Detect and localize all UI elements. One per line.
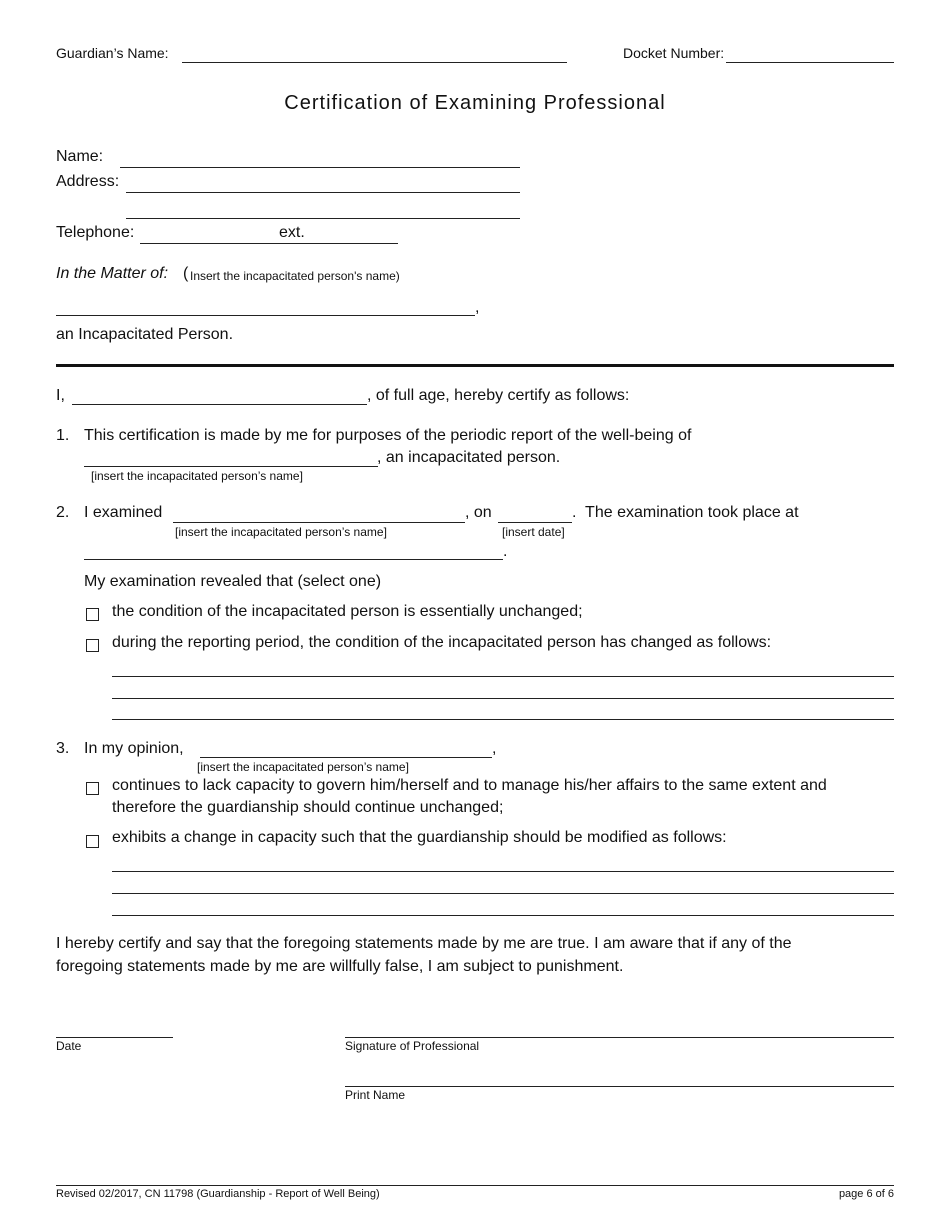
item2-option-a-label: the condition of the incapacitated person is essentially unchanged; [112,603,583,620]
matter-instruction: Insert the incapacitated person's name) [190,269,400,283]
item3-comma: , [492,740,497,757]
footer-revision: Revised 02/2017, CN 11798 (Guardianship - Report of Well Being) [56,1188,380,1200]
matter-comma: , [475,299,480,316]
section-divider [56,364,894,367]
matter-paren: ( [183,265,189,282]
telephone-field[interactable] [140,243,398,244]
signature-label: Signature of Professional [345,1039,480,1053]
telephone-label: Telephone: [56,224,135,241]
address-field-line2[interactable] [126,218,520,219]
continues-checkbox[interactable] [86,782,99,795]
statement-line2: foregoing statements made by me are willfully false, I am subject to punishment. [56,958,624,975]
name-field[interactable] [120,167,520,168]
item3-number: 3. [56,740,70,757]
docket-number-label: Docket Number: [623,45,725,61]
incapacitated-person-name-field[interactable] [56,315,475,316]
item1-text: This certification is made by me for purposes of the periodic report of the well-being of [84,427,692,444]
name-label: Name: [56,148,104,165]
matter-suffix: an Incapacitated Person. [56,326,234,343]
certifier-name-field[interactable] [72,404,367,405]
item2-name-hint: [insert the incapacitated person’s name] [175,525,387,539]
item3-lead: In my opinion, [84,740,184,757]
page-title: Certification of Examining Professional [284,92,666,114]
address-label: Address: [56,173,120,190]
certify-tail: , of full age, hereby certify as follows: [367,387,630,404]
guardian-name-field[interactable] [182,62,567,63]
item2-location-field[interactable] [84,559,503,560]
item2-change-line2[interactable] [112,698,894,699]
print-name-field[interactable] [345,1086,894,1087]
item3-modify-line3[interactable] [112,915,894,916]
item1-hint: [insert the incapacitated person’s name] [91,469,303,483]
docket-number-field[interactable] [726,62,894,63]
changed-checkbox[interactable] [86,639,99,652]
extension-label: ext. [279,224,305,241]
footer-rule [56,1185,894,1186]
item3-option-a-line1: continues to lack capacity to govern him/herself and to manage his/her affairs to the same extent and [112,777,827,794]
item3-name-field[interactable] [200,757,492,758]
address-field-line1[interactable] [126,192,520,193]
item2-change-line3[interactable] [112,719,894,720]
item2-on: , on [465,504,492,521]
item3-hint: [insert the incapacitated person’s name] [197,760,409,774]
item2-period: . [503,543,508,560]
matter-prefix: In the Matter of: [56,265,169,282]
date-field[interactable] [56,1037,173,1038]
item2-lead: I examined [84,504,163,521]
item2-reveal-text: My examination revealed that (select one) [84,573,382,590]
guardian-name-label: Guardian’s Name: [56,45,169,61]
certify-i-label: I, [56,387,65,404]
item1-number: 1. [56,427,70,444]
item3-modify-line1[interactable] [112,871,894,872]
item3-option-a-line2: therefore the guardianship should continue unchanged; [112,799,504,816]
item1-name-field[interactable] [84,466,378,467]
date-label: Date [56,1039,82,1053]
item3-option-b-label: exhibits a change in capacity such that the guardianship should be modified as follows: [112,829,727,846]
item2-name-field[interactable] [173,522,465,523]
statement-line1: I hereby certify and say that the foregoing statements made by me are true. I am aware that if any of the [56,935,792,952]
item3-modify-line2[interactable] [112,893,894,894]
item2-date-field[interactable] [498,522,572,523]
item1-tail: , an incapacitated person. [377,449,561,466]
item2-number: 2. [56,504,70,521]
item2-date-hint: [insert date] [502,525,565,539]
item2-tail: . The examination took place at [572,504,799,521]
unchanged-checkbox[interactable] [86,608,99,621]
footer-page-number: page 6 of 6 [838,1188,894,1200]
item2-change-line1[interactable] [112,676,894,677]
print-name-label: Print Name [345,1088,406,1102]
signature-field[interactable] [345,1037,894,1038]
modified-checkbox[interactable] [86,835,99,848]
item2-option-b-label: during the reporting period, the condition of the incapacitated person has changed as follows: [112,634,772,651]
